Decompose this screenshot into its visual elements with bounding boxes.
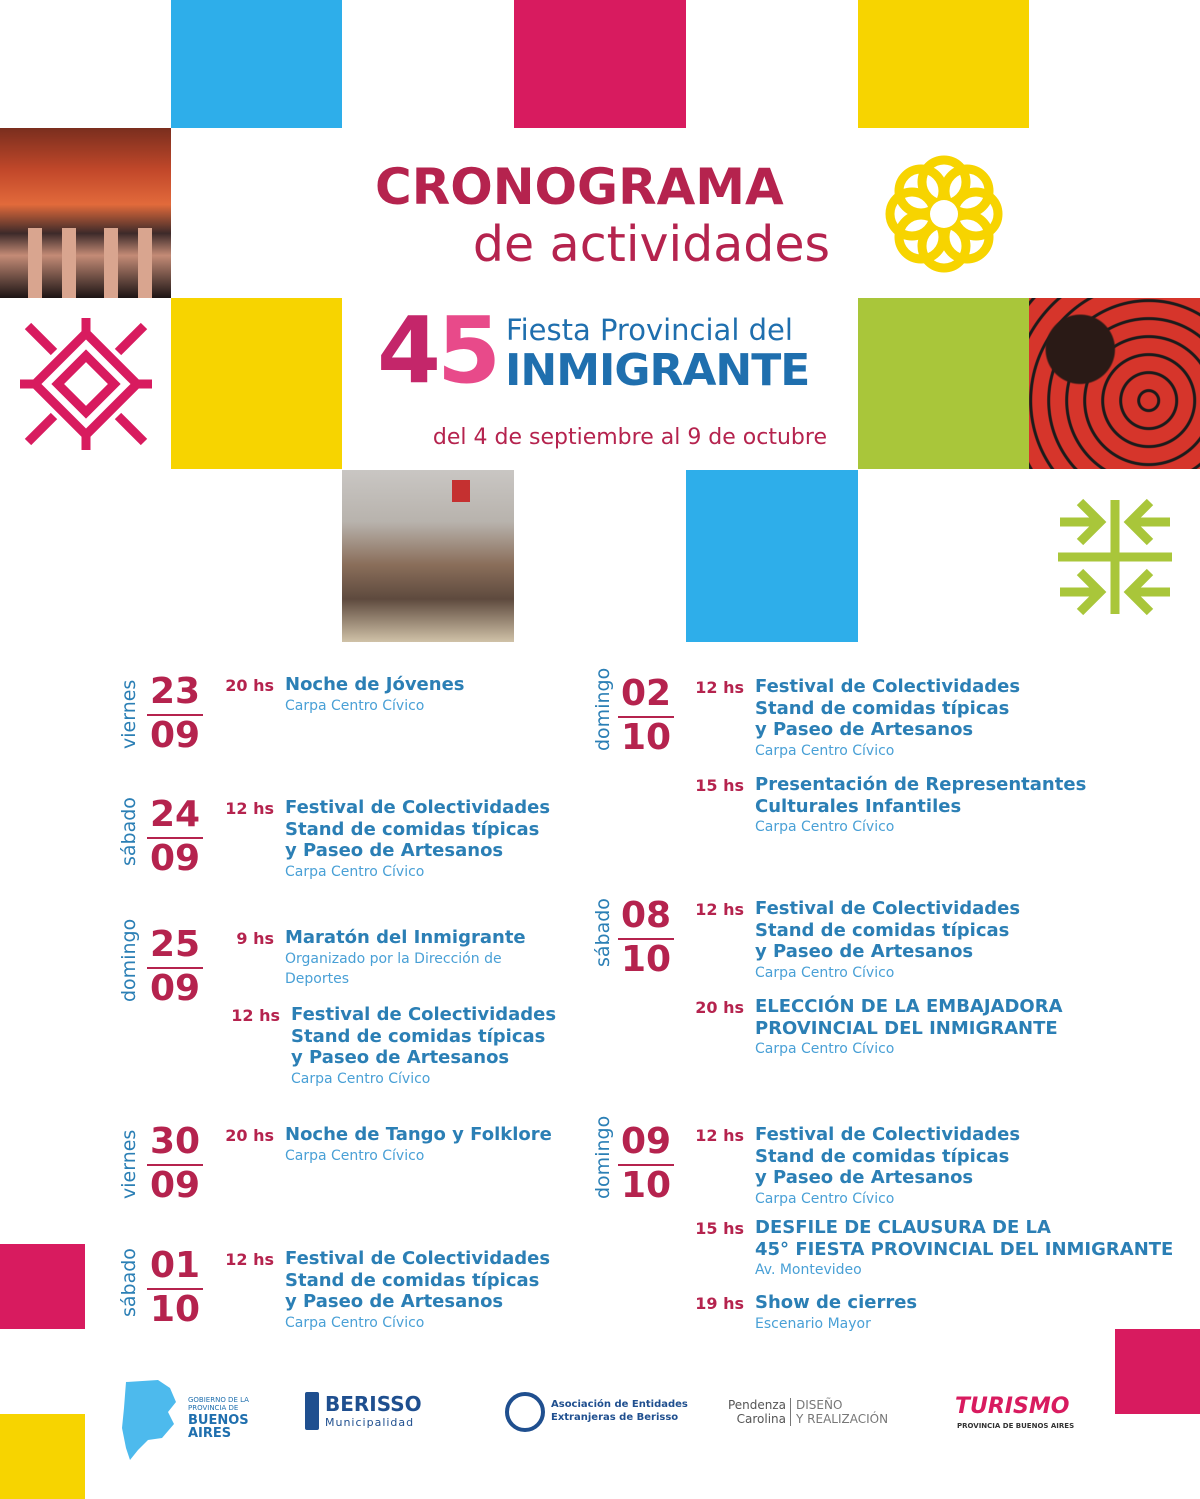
pendenza-line-2: Carolina bbox=[736, 1412, 786, 1426]
title-cronograma: CRONOGRAMA bbox=[375, 158, 784, 216]
gobierno-logo bbox=[118, 1378, 258, 1462]
event-name: Presentación de Representantes Culturales Infantiles bbox=[755, 774, 1087, 817]
event-time: 20 hs bbox=[695, 998, 744, 1017]
event-name: Show de cierres bbox=[755, 1292, 918, 1313]
weekday-label: viernes bbox=[118, 1129, 140, 1199]
weekday-label: domingo bbox=[592, 667, 614, 751]
gob-line-3: BUENOS bbox=[188, 1413, 249, 1428]
weekday-label: viernes bbox=[118, 679, 140, 749]
asociacion-icon bbox=[505, 1392, 545, 1432]
event-time: 20 hs bbox=[225, 1126, 274, 1145]
event-place: Organizado por la Dirección de Deportes bbox=[285, 950, 502, 987]
event-time: 9 hs bbox=[236, 929, 274, 948]
event-place: Carpa Centro Cívico bbox=[755, 819, 895, 835]
month-number: 09 bbox=[149, 838, 201, 879]
event-time: 19 hs bbox=[695, 1294, 744, 1313]
event-name: Festival de Colectividades Stand de comidas típicas y Paseo de Artesanos bbox=[755, 1124, 1021, 1188]
month-number: 10 bbox=[620, 717, 672, 758]
event-place: Carpa Centro Cívico bbox=[285, 1314, 425, 1331]
weekday-label: domingo bbox=[118, 918, 140, 1002]
weekday-label: sábado bbox=[118, 1248, 140, 1317]
asoc-line-1: Asociación de Entidades bbox=[551, 1399, 688, 1410]
berisso-logo bbox=[305, 1392, 445, 1432]
berisso-text: BERISSO bbox=[325, 1392, 422, 1416]
day-number: 30 bbox=[149, 1121, 201, 1162]
event-time: 20 hs bbox=[225, 676, 274, 695]
edition-digit-5: 5 bbox=[437, 297, 498, 404]
event-place: Av. Montevideo bbox=[755, 1262, 862, 1278]
event-time: 12 hs bbox=[695, 678, 744, 697]
turismo-sub-text: PROVINCIA DE BUENOS AIRES bbox=[957, 1422, 1075, 1430]
gob-line-2: PROVINCIA DE bbox=[188, 1404, 239, 1412]
event-time: 12 hs bbox=[231, 1006, 280, 1025]
parade-photo bbox=[342, 470, 514, 642]
event-place: Carpa Centro Cívico bbox=[285, 1147, 425, 1164]
cyan-square-mid bbox=[686, 470, 858, 642]
buenos-aires-map-icon bbox=[118, 1378, 180, 1462]
event-name: Festival de Colectividades Stand de comidas típicas y Paseo de Artesanos bbox=[755, 676, 1021, 740]
month-number: 09 bbox=[149, 1165, 201, 1206]
gob-line-4: AIRES bbox=[188, 1426, 232, 1441]
yellow-square-bottom-left bbox=[0, 1414, 85, 1499]
event-time: 15 hs bbox=[695, 776, 744, 795]
green-square-right bbox=[858, 298, 1029, 469]
event-place: Carpa Centro Cívico bbox=[285, 697, 425, 714]
cyan-square-top bbox=[171, 0, 342, 128]
event-name: DESFILE DE CLAUSURA DE LA 45° FIESTA PROVINCIAL DEL INMIGRANTE bbox=[755, 1217, 1174, 1260]
yellow-square-top bbox=[858, 0, 1029, 128]
magenta-ornament-icon bbox=[20, 318, 152, 450]
month-number: 10 bbox=[149, 1289, 201, 1330]
event-place: Escenario Mayor bbox=[755, 1315, 871, 1332]
day-number: 23 bbox=[149, 671, 201, 712]
diseno-line-1: DISEÑO bbox=[796, 1398, 843, 1412]
edition-number bbox=[377, 297, 498, 404]
event-time: 12 hs bbox=[225, 1250, 274, 1269]
event-name: Festival de Colectividades Stand de comidas típicas y Paseo de Artesanos bbox=[291, 1004, 557, 1068]
asociacion-logo bbox=[505, 1392, 695, 1436]
event-name: Festival de Colectividades Stand de comidas típicas y Paseo de Artesanos bbox=[285, 797, 551, 861]
magenta-square-bottom-right bbox=[1115, 1329, 1200, 1414]
green-ornament-icon bbox=[1050, 492, 1180, 622]
inmigrante-text: INMIGRANTE bbox=[505, 345, 810, 396]
event-time: 15 hs bbox=[695, 1219, 744, 1238]
event-place: Carpa Centro Cívico bbox=[755, 964, 895, 981]
day-number: 08 bbox=[620, 895, 672, 936]
event-time: 12 hs bbox=[225, 799, 274, 818]
month-number: 10 bbox=[620, 1165, 672, 1206]
berisso-icon bbox=[305, 1392, 319, 1430]
event-dates: del 4 de septiembre al 9 de octubre bbox=[432, 425, 827, 450]
event-place: Carpa Centro Cívico bbox=[755, 1190, 895, 1207]
fiesta-provincial-text: Fiesta Provincial del bbox=[506, 313, 793, 347]
asoc-line-2: Extranjeras de Berisso bbox=[551, 1412, 679, 1423]
event-time: 12 hs bbox=[695, 1126, 744, 1145]
event-name: Noche de Tango y Folklore bbox=[285, 1124, 552, 1145]
dancers-photo bbox=[0, 128, 171, 298]
event-place: Carpa Centro Cívico bbox=[755, 742, 895, 759]
month-number: 10 bbox=[620, 939, 672, 980]
day-number: 09 bbox=[620, 1121, 672, 1162]
pendenza-logo bbox=[722, 1398, 902, 1430]
event-name: Noche de Jóvenes bbox=[285, 674, 465, 695]
municipalidad-text: Municipalidad bbox=[325, 1416, 415, 1429]
pendenza-line-1: Pendenza bbox=[727, 1398, 786, 1412]
magenta-square-bottom-left bbox=[0, 1244, 85, 1329]
gob-line-1: GOBIERNO DE LA bbox=[188, 1396, 249, 1404]
day-number: 01 bbox=[149, 1245, 201, 1286]
event-name: Festival de Colectividades Stand de comidas típicas y Paseo de Artesanos bbox=[285, 1248, 551, 1312]
weekday-label: domingo bbox=[592, 1115, 614, 1199]
turismo-logo bbox=[955, 1394, 1095, 1434]
yellow-flower-icon bbox=[878, 148, 1010, 280]
fan-dancer-photo bbox=[1029, 298, 1200, 469]
event-name: Festival de Colectividades Stand de comidas típicas y Paseo de Artesanos bbox=[755, 898, 1021, 962]
diseno-line-2: Y REALIZACIÓN bbox=[796, 1412, 889, 1426]
event-name: Maratón del Inmigrante bbox=[285, 927, 526, 948]
yellow-square-left bbox=[171, 298, 342, 469]
weekday-label: sábado bbox=[118, 797, 140, 866]
magenta-square-top bbox=[514, 0, 686, 128]
day-number: 25 bbox=[149, 924, 201, 965]
event-place: Carpa Centro Cívico bbox=[291, 1070, 431, 1087]
day-number: 02 bbox=[620, 673, 672, 714]
weekday-label: sábado bbox=[592, 898, 614, 967]
event-place: Carpa Centro Cívico bbox=[285, 863, 425, 880]
event-place: Carpa Centro Cívico bbox=[755, 1041, 895, 1057]
month-number: 09 bbox=[149, 715, 201, 756]
subtitle-actividades: de actividades bbox=[472, 216, 830, 273]
event-time: 12 hs bbox=[695, 900, 744, 919]
edition-digit-4: 4 bbox=[377, 297, 438, 404]
event-name: ELECCIÓN DE LA EMBAJADORA PROVINCIAL DEL INMIGRANTE bbox=[755, 996, 1063, 1039]
month-number: 09 bbox=[149, 968, 201, 1009]
day-number: 24 bbox=[149, 794, 201, 835]
turismo-text: TURISMO bbox=[955, 1394, 1070, 1419]
